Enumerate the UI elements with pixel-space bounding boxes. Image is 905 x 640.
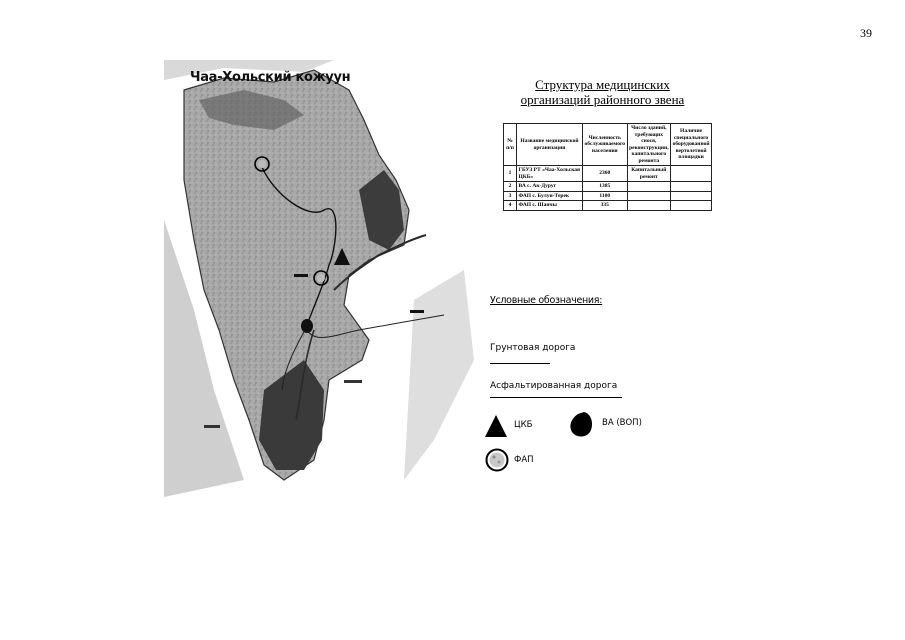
row-num: 3 <box>504 191 517 201</box>
header-equipment: Наличие специального оборудованной вертолетной площадки <box>671 124 712 166</box>
ckb-triangle-icon <box>482 413 510 439</box>
row-equipment <box>671 191 712 201</box>
row-population: 1385 <box>583 182 628 192</box>
header-num: № п/п <box>504 124 517 166</box>
row-name: ФАП с. Булун-Терек <box>517 191 583 201</box>
structure-title <box>490 77 715 107</box>
row-name: ВА с. Ак-Дуруг <box>517 182 583 192</box>
map-canvas <box>164 60 474 497</box>
row-repair <box>627 201 671 211</box>
legend-asphalt-road-label: Асфальтированная дорога <box>490 381 618 391</box>
legend-title: Условные обозначения: <box>490 295 603 306</box>
table-row <box>504 201 712 211</box>
header-name: Название медицинской организации <box>517 124 583 166</box>
table-row <box>504 182 712 192</box>
legend-dirt-road-line <box>490 363 550 364</box>
row-num: 1 <box>504 166 517 182</box>
va-blob-icon <box>566 409 596 439</box>
legend-fap-label: ФАП <box>514 455 534 465</box>
neighbour-area-right <box>404 270 474 480</box>
row-num: 2 <box>504 182 517 192</box>
header-repair: Число зданий, требующих снося, реконструкции, капитального ремонта <box>629 125 669 164</box>
row-repair <box>627 191 671 201</box>
legend-dirt-road-label: Грунтовая дорога <box>490 343 576 353</box>
row-population: 2360 <box>583 166 628 182</box>
header-population: Численность обслуживаемого населения <box>583 124 628 166</box>
va-blob-icon <box>301 319 313 333</box>
structure-title-line-2: организаций районного звена <box>520 92 685 107</box>
map-title: Чаа-Хольский кожуун <box>190 70 351 85</box>
legend-asphalt-road-line <box>490 397 622 398</box>
table-row <box>504 191 712 201</box>
row-equipment <box>671 201 712 211</box>
page-number: 39 <box>860 26 872 40</box>
row-equipment <box>671 182 712 192</box>
row-population: 335 <box>583 201 628 211</box>
fap-circle-icon <box>484 447 510 473</box>
legend-ckb-label: ЦКБ <box>514 420 533 430</box>
map-legend <box>490 295 720 495</box>
row-num: 4 <box>504 201 517 211</box>
row-name: ГБУЗ РТ «Чаа-Хольская ЦКБ» <box>517 166 583 182</box>
legend-va-label: ВА (ВОП) <box>602 418 642 428</box>
structure-title-line-1: Структура медицинских <box>535 77 670 92</box>
structure-table <box>503 123 712 211</box>
row-equipment <box>671 166 712 182</box>
table-header-row <box>504 124 712 166</box>
row-population: 1100 <box>583 191 628 201</box>
row-repair <box>627 182 671 192</box>
table-row <box>504 166 712 182</box>
row-repair: Капитальный ремонт <box>627 166 671 182</box>
row-name: ФАП с. Шанчы <box>517 201 583 211</box>
district-map <box>164 60 474 497</box>
